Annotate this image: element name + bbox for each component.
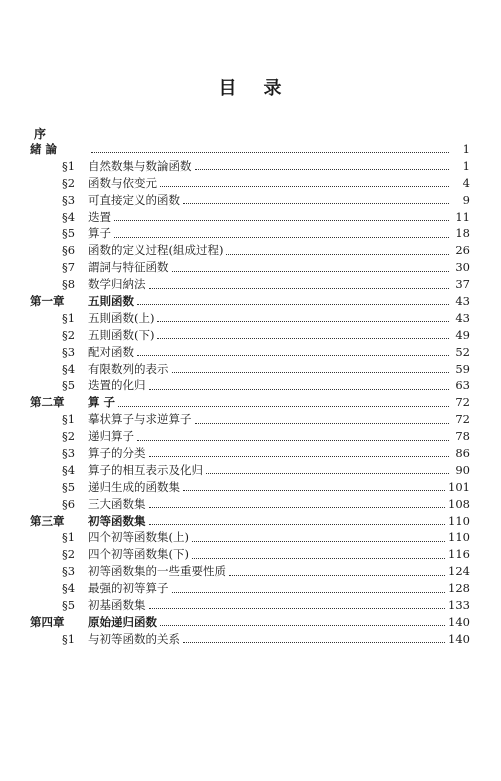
dot-leader: [149, 607, 446, 609]
page-number: 9: [462, 192, 470, 207]
entry-title: 四个初等函数集(下): [88, 547, 189, 562]
entry-title: 数学归納法: [88, 277, 146, 292]
page-number: 140: [448, 614, 470, 629]
toc-section-row[interactable]: [30, 563, 470, 580]
page-number: 90: [455, 462, 470, 477]
entry-title: 摹状算子与求逆算子: [88, 412, 192, 427]
toc-section-row[interactable]: [30, 428, 470, 445]
dot-leader: [149, 455, 450, 457]
toc-section-row[interactable]: [30, 310, 470, 327]
section-number: §6: [62, 243, 76, 258]
toc-chapter-row[interactable]: [30, 614, 470, 631]
entry-title: 算 子: [88, 395, 116, 410]
toc-section-row[interactable]: [30, 445, 470, 462]
page-number: 124: [448, 564, 470, 579]
page-number: 110: [448, 513, 470, 528]
entry-title: 五則函数: [88, 294, 134, 309]
entry-title: 初等函数集: [88, 513, 146, 528]
page-number: 43: [455, 294, 470, 309]
section-number: §4: [62, 581, 76, 596]
page-number: 128: [448, 581, 470, 596]
dot-leader: [114, 236, 449, 238]
page-number: 1: [462, 142, 470, 156]
dot-leader: [226, 253, 449, 255]
section-number: §2: [62, 547, 76, 562]
dot-leader: [149, 523, 446, 525]
toc-section-row[interactable]: [30, 529, 470, 546]
dot-leader: [172, 270, 450, 272]
page-number: 37: [455, 277, 470, 292]
dot-leader: [206, 472, 449, 474]
section-number: §4: [62, 361, 76, 376]
section-number: §3: [62, 446, 76, 461]
section-number: §3: [62, 344, 76, 359]
section-number: §5: [62, 598, 76, 613]
page-number: 26: [455, 243, 470, 258]
section-number: §1: [62, 631, 76, 646]
dot-leader: [183, 202, 449, 204]
page-number: 49: [455, 327, 470, 342]
toc-section-row[interactable]: [30, 158, 470, 175]
dot-leader: [149, 287, 450, 289]
title-char-2: 录: [263, 78, 283, 99]
section-number: §5: [62, 378, 76, 393]
chapter-label: 第四章: [30, 614, 65, 629]
section-number: §5: [62, 226, 76, 241]
entry-title: 最强的初等算子: [88, 581, 169, 596]
dot-leader: [195, 422, 450, 424]
page-number: 101: [448, 479, 470, 494]
toc-chapter-row[interactable]: [30, 293, 470, 310]
chapter-label: 緒 論: [30, 142, 58, 156]
dot-leader: [91, 151, 449, 153]
entry-title: 五則函数(上): [88, 310, 155, 325]
entry-title: 初基函数集: [88, 598, 146, 613]
entry-title: 謂詞与特征函数: [88, 260, 169, 275]
dot-leader: [172, 591, 446, 593]
toc-section-row[interactable]: [30, 411, 470, 428]
page-number: 110: [448, 530, 470, 545]
entry-title: 迭置的化归: [88, 378, 146, 393]
toc-section-row[interactable]: [30, 344, 470, 361]
section-number: §2: [62, 429, 76, 444]
toc-section-row[interactable]: [30, 546, 470, 563]
entry-title: 算子的分类: [88, 446, 146, 461]
entry-title: 算子: [88, 226, 111, 241]
entry-title: 三大函数集: [88, 496, 146, 511]
toc-chapter-row[interactable]: [30, 141, 470, 158]
toc-section-row[interactable]: [30, 631, 470, 648]
page-title: [0, 74, 501, 100]
dot-leader: [118, 405, 449, 407]
section-number: §7: [62, 260, 76, 275]
dot-leader: [137, 354, 449, 356]
section-number: §1: [62, 158, 76, 173]
section-number: §3: [62, 192, 76, 207]
toc-section-row[interactable]: [30, 192, 470, 209]
toc-section-row[interactable]: [30, 580, 470, 597]
dot-leader: [229, 574, 445, 576]
entry-title: 函数与依变元: [88, 175, 157, 190]
toc-section-row[interactable]: [30, 327, 470, 344]
page-number: 108: [448, 496, 470, 511]
dot-leader: [160, 624, 445, 626]
page-number: 43: [455, 310, 470, 325]
entry-title: 递归算子: [88, 429, 134, 444]
page-number: 72: [455, 395, 470, 410]
entry-title: 算子的相互表示及化归: [88, 462, 203, 477]
dot-leader: [172, 371, 450, 373]
chapter-label: 第三章: [30, 513, 65, 528]
section-number: §1: [62, 412, 76, 427]
entry-title: 自然数集与数論函数: [88, 158, 192, 173]
table-of-contents: [30, 141, 470, 648]
section-number: §3: [62, 564, 76, 579]
toc-section-row[interactable]: [30, 496, 470, 513]
section-number: §1: [62, 310, 76, 325]
preface-heading: 序: [34, 127, 47, 141]
entry-title: 初等函数集的一些重要性质: [88, 564, 226, 579]
page-number: 63: [455, 378, 470, 393]
title-char-1: 目: [218, 78, 238, 99]
dot-leader: [149, 388, 450, 390]
entry-title: 函数的定义过程(組成过程): [88, 243, 224, 258]
dot-leader: [157, 320, 449, 322]
toc-section-row[interactable]: [30, 175, 470, 192]
page-number: 140: [448, 631, 470, 646]
page-number: 59: [455, 361, 470, 376]
entry-title: 五則函数(下): [88, 327, 155, 342]
entry-title: 递归生成的函数集: [88, 479, 180, 494]
dot-leader: [137, 439, 449, 441]
page-number: 133: [448, 598, 470, 613]
dot-leader: [192, 557, 445, 559]
section-number: §4: [62, 462, 76, 477]
page-number: 30: [455, 260, 470, 275]
page-number: 1: [462, 158, 470, 173]
page-number: 11: [455, 209, 470, 224]
toc-section-row[interactable]: [30, 242, 470, 259]
dot-leader: [157, 337, 449, 339]
toc-section-row[interactable]: [30, 209, 470, 226]
dot-leader: [137, 303, 449, 305]
section-number: §5: [62, 479, 76, 494]
chapter-label: 第二章: [30, 395, 65, 410]
page-number: 116: [448, 547, 470, 562]
section-number: §2: [62, 327, 76, 342]
entry-title: 可直接定义的函数: [88, 192, 180, 207]
toc-section-row[interactable]: [30, 259, 470, 276]
toc-section-row[interactable]: [30, 462, 470, 479]
dot-leader: [149, 506, 446, 508]
entry-title: 四个初等函数集(上): [88, 530, 189, 545]
dot-leader: [114, 219, 449, 221]
dot-leader: [195, 168, 450, 170]
section-number: §8: [62, 277, 76, 292]
entry-title: 与初等函数的关系: [88, 631, 180, 646]
section-number: §2: [62, 175, 76, 190]
section-number: §6: [62, 496, 76, 511]
toc-section-row[interactable]: [30, 361, 470, 378]
toc-section-row[interactable]: [30, 479, 470, 496]
page-number: 18: [455, 226, 470, 241]
dot-leader: [183, 489, 445, 491]
section-number: §1: [62, 530, 76, 545]
dot-leader: [183, 641, 445, 643]
toc-section-row[interactable]: [30, 276, 470, 293]
page-number: 86: [455, 446, 470, 461]
toc-chapter-row[interactable]: [30, 394, 470, 411]
entry-title: 有限数列的表示: [88, 361, 169, 376]
entry-title: 配对函数: [88, 344, 134, 359]
page-number: 72: [455, 412, 470, 427]
section-number: §4: [62, 209, 76, 224]
dot-leader: [160, 185, 449, 187]
toc-chapter-row[interactable]: [30, 513, 470, 530]
entry-title: 原始递归函数: [88, 614, 157, 629]
toc-section-row[interactable]: [30, 597, 470, 614]
toc-section-row[interactable]: [30, 225, 470, 242]
page-number: 78: [455, 429, 470, 444]
page-number: 52: [455, 344, 470, 359]
entry-title: 迭置: [88, 209, 111, 224]
chapter-label: 第一章: [30, 294, 65, 309]
dot-leader: [192, 540, 445, 542]
page-number: 4: [462, 175, 470, 190]
toc-section-row[interactable]: [30, 377, 470, 394]
